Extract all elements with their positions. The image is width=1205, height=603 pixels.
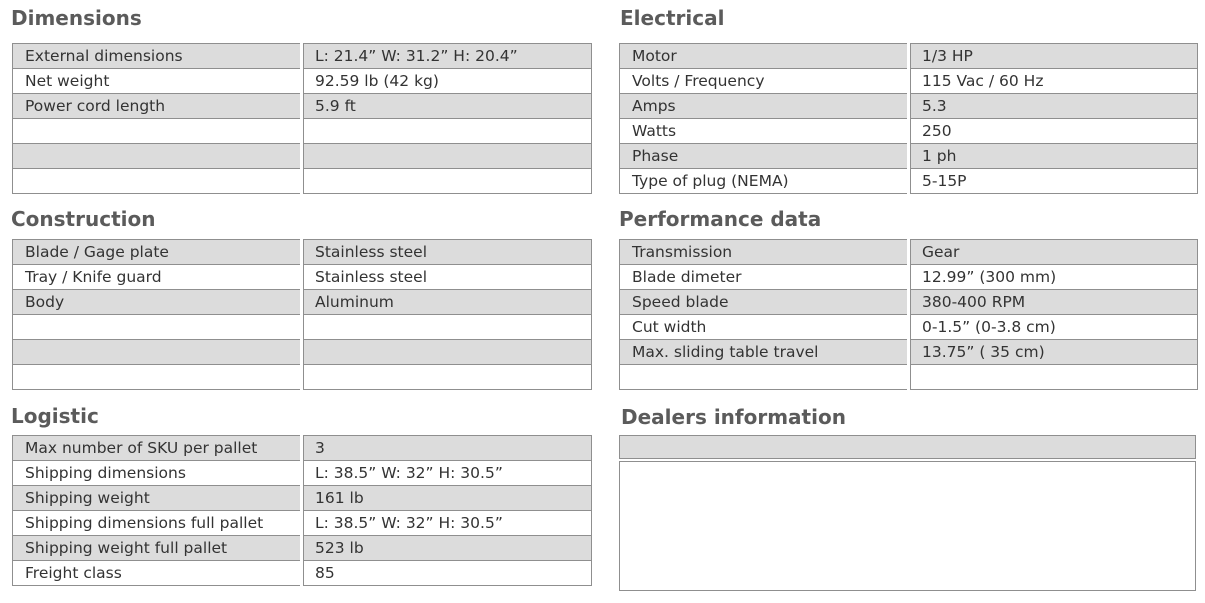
spec-label xyxy=(13,119,302,144)
spec-label xyxy=(620,365,909,390)
spec-value: 1/3 HP xyxy=(909,44,1198,69)
spec-label: External dimensions xyxy=(13,44,302,69)
spec-label: Tray / Knife guard xyxy=(13,265,302,290)
table-row xyxy=(13,436,592,461)
table-row xyxy=(13,511,592,536)
spec-label xyxy=(13,169,302,194)
construction-title: Construction xyxy=(11,207,156,231)
spec-value: Stainless steel xyxy=(302,265,592,290)
spec-value: 12.99” (300 mm) xyxy=(909,265,1198,290)
table-row xyxy=(13,119,592,144)
table-row xyxy=(13,561,592,586)
spec-value: 85 xyxy=(302,561,592,586)
table-row xyxy=(13,290,592,315)
spec-value xyxy=(302,119,592,144)
electrical-title: Electrical xyxy=(620,6,725,30)
spec-label: Max. sliding table travel xyxy=(620,340,909,365)
spec-label: Speed blade xyxy=(620,290,909,315)
table-row xyxy=(13,169,592,194)
spec-label: Cut width xyxy=(620,315,909,340)
dealers-title: Dealers information xyxy=(621,405,846,429)
spec-value: 3 xyxy=(302,436,592,461)
table-row xyxy=(13,240,592,265)
spec-label: Motor xyxy=(620,44,909,69)
dimensions-title: Dimensions xyxy=(11,6,142,30)
spec-value: Stainless steel xyxy=(302,240,592,265)
table-row xyxy=(620,169,1198,194)
spec-value xyxy=(909,365,1198,390)
dealers-info-box xyxy=(619,461,1196,591)
spec-label: Phase xyxy=(620,144,909,169)
table-row xyxy=(620,290,1198,315)
spec-value: 5-15P xyxy=(909,169,1198,194)
table-row xyxy=(13,144,592,169)
spec-label: Freight class xyxy=(13,561,302,586)
spec-label: Max number of SKU per pallet xyxy=(13,436,302,461)
spec-value: 92.59 lb (42 kg) xyxy=(302,69,592,94)
spec-value: Aluminum xyxy=(302,290,592,315)
table-row xyxy=(620,119,1198,144)
table-row xyxy=(620,94,1198,119)
spec-label: Shipping weight full pallet xyxy=(13,536,302,561)
spec-label: Net weight xyxy=(13,69,302,94)
dealers-header-bar xyxy=(619,435,1196,459)
table-row xyxy=(13,365,592,390)
spec-label: Shipping dimensions full pallet xyxy=(13,511,302,536)
spec-label xyxy=(13,144,302,169)
spec-label: Shipping weight xyxy=(13,486,302,511)
spec-value: 0-1.5” (0-3.8 cm) xyxy=(909,315,1198,340)
spec-label: Body xyxy=(13,290,302,315)
table-row xyxy=(620,265,1198,290)
table-row xyxy=(620,365,1198,390)
table-row xyxy=(620,315,1198,340)
spec-value: 161 lb xyxy=(302,486,592,511)
spec-label: Type of plug (NEMA) xyxy=(620,169,909,194)
table-row xyxy=(13,265,592,290)
table-row xyxy=(13,94,592,119)
performance-title: Performance data xyxy=(619,207,822,231)
spec-value: 380-400 RPM xyxy=(909,290,1198,315)
table-row xyxy=(620,240,1198,265)
spec-label: Shipping dimensions xyxy=(13,461,302,486)
logistic-title: Logistic xyxy=(11,404,99,428)
spec-label: Amps xyxy=(620,94,909,119)
spec-value: 250 xyxy=(909,119,1198,144)
spec-label: Watts xyxy=(620,119,909,144)
table-row xyxy=(13,536,592,561)
spec-value: 1 ph xyxy=(909,144,1198,169)
spec-value: L: 21.4” W: 31.2” H: 20.4” xyxy=(302,44,592,69)
spec-value: 523 lb xyxy=(302,536,592,561)
spec-value xyxy=(302,315,592,340)
table-row xyxy=(620,69,1198,94)
table-row xyxy=(13,486,592,511)
table-row xyxy=(13,461,592,486)
table-row xyxy=(13,69,592,94)
table-row xyxy=(13,315,592,340)
spec-value: L: 38.5” W: 32” H: 30.5” xyxy=(302,461,592,486)
spec-label xyxy=(13,315,302,340)
table-row xyxy=(13,44,592,69)
table-row xyxy=(13,340,592,365)
spec-value: Gear xyxy=(909,240,1198,265)
dimensions-table xyxy=(12,43,592,194)
table-row xyxy=(620,144,1198,169)
construction-table xyxy=(12,239,592,390)
spec-label xyxy=(13,365,302,390)
spec-value xyxy=(302,340,592,365)
spec-value: 5.3 xyxy=(909,94,1198,119)
performance-table xyxy=(619,239,1198,390)
spec-label: Blade dimeter xyxy=(620,265,909,290)
spec-value: L: 38.5” W: 32” H: 30.5” xyxy=(302,511,592,536)
spec-label xyxy=(13,340,302,365)
spec-value xyxy=(302,144,592,169)
spec-label: Power cord length xyxy=(13,94,302,119)
spec-value: 13.75” ( 35 cm) xyxy=(909,340,1198,365)
spec-value: 5.9 ft xyxy=(302,94,592,119)
spec-label: Transmission xyxy=(620,240,909,265)
spec-label: Blade / Gage plate xyxy=(13,240,302,265)
logistic-table xyxy=(12,435,592,586)
spec-value: 115 Vac / 60 Hz xyxy=(909,69,1198,94)
spec-value xyxy=(302,169,592,194)
table-row xyxy=(620,44,1198,69)
spec-value xyxy=(302,365,592,390)
spec-label: Volts / Frequency xyxy=(620,69,909,94)
electrical-table xyxy=(619,43,1198,194)
table-row xyxy=(620,340,1198,365)
